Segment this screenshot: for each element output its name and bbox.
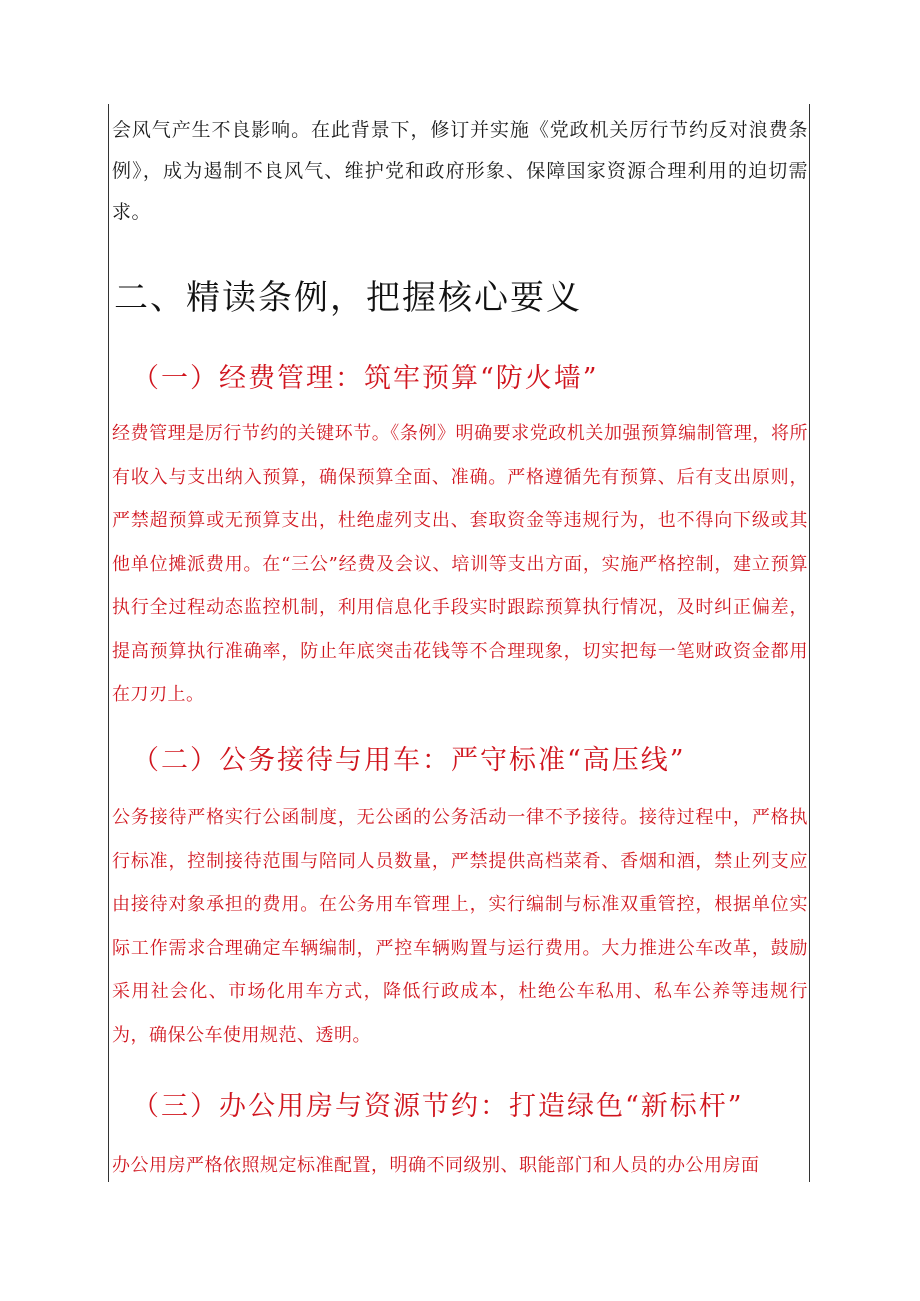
paragraph-office-space: 办公用房严格依照规定标准配置，明确不同级别、职能部门和人员的办公用房面 (112, 1155, 760, 1176)
paragraph-reception-and-vehicles: 公务接待严格实行公函制度，无公函的公务活动一律不予接待。接待过程中，严格执行标准，控制接待范围与陪同人员数量，严禁提供高档菜肴、香烟和酒，禁止列支应由接待对象承担的费用。在公务用车管理上，实行编制与标准双重管控，根据单位实际工作需求合理确定车辆编制，严控车辆购置与运行费用。大力推进公车改革，鼓励采用社会化、市场化用车方式，降低行政成本，杜绝公车私用、私车公养等违规行为，确保公车使用规范、透明。 (112, 807, 808, 1046)
paragraph-funding-management: 经费管理是厉行节约的关键环节。《条例》明确要求党政机关加强预算编制管理，将所有收入与支出纳入预算，确保预算全面、准确。严格遵循先有预算、后有支出原则，严禁超预算或无预算支出，杜绝虚列支出、套取资金等违规行为，也不得向下级或其他单位摊派费用。在“三公”经费及会议、培训等支出方面，实施严格控制，建立预算执行全过程动态监控机制，利用信息化手段实时跟踪预算执行情况，及时纠正偏差，提高预算执行准确率，防止年底突击花钱等不合理现象，切实把每一笔财政资金都用在刀刃上。 (112, 423, 808, 705)
subheading-office-space: （三）办公用房与资源节约：打造绿色“新标杆” (132, 1091, 744, 1122)
intro-paragraph: 会风气产生不良影响。在此背景下，修订并实施《党政机关厉行节约反对浪费条例》，成为遏制不良风气、维护党和政府形象、保障国家资源合理利用的迫切需求。 (112, 119, 808, 223)
section-heading-2: 二、精读条例，把握核心要义 (114, 278, 582, 318)
subheading-funding-management: （一）经费管理：筑牢预算“防火墙” (132, 363, 599, 394)
document-content (112, 104, 808, 1176)
subheading-reception-and-vehicles: （二）公务接待与用车：严守标准“高压线” (132, 745, 686, 776)
